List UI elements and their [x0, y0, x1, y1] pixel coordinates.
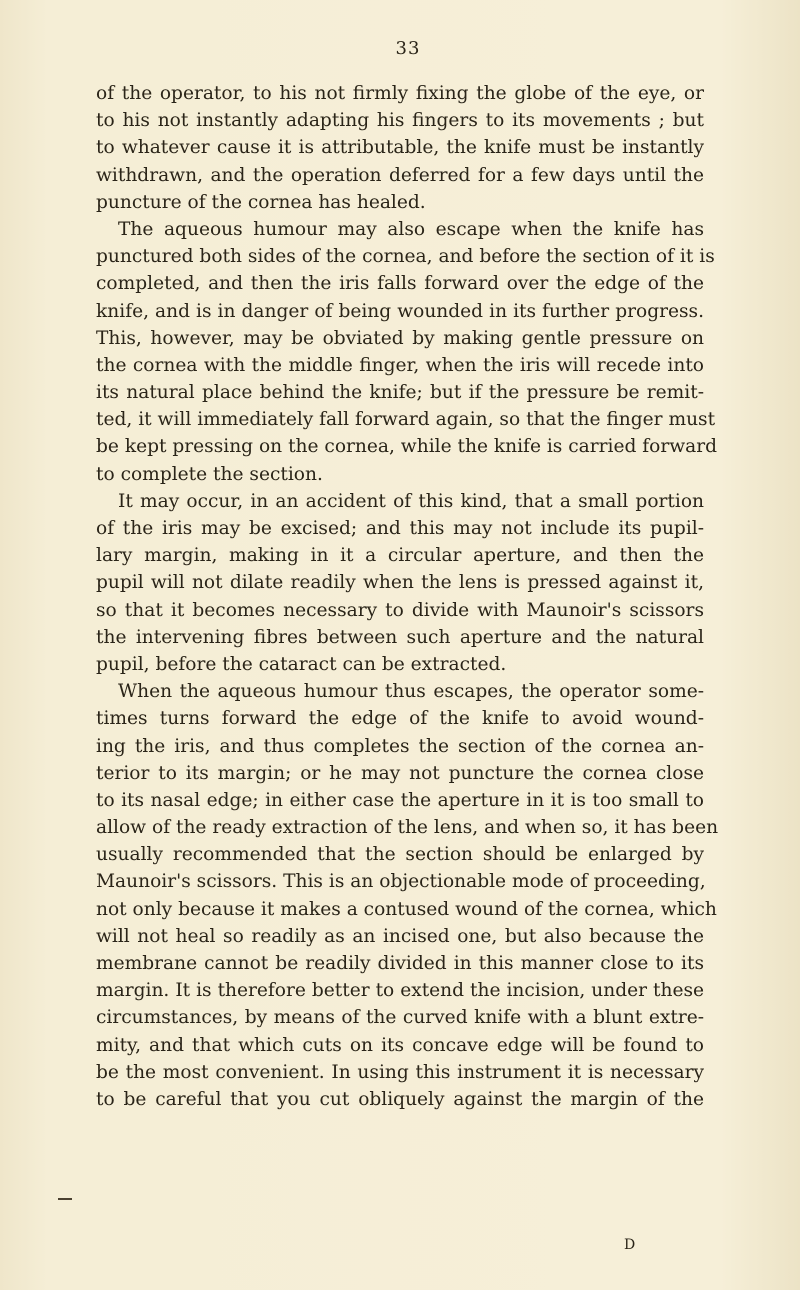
text-line: not only because it makes a contused wound of the cornea, which	[96, 898, 717, 920]
text-line: mity, and that which cuts on its concave edge will be found to	[96, 1034, 704, 1056]
text-line: to be careful that you cut obliquely against the margin of the	[96, 1088, 704, 1110]
text-line: to its nasal edge; in either case the aperture in it is too small to	[96, 789, 704, 811]
paragraph-start-line: It may occur, in an accident of this kind, that a small portion	[118, 490, 704, 512]
text-line: lary margin, making in it a circular aperture, and then the	[96, 545, 704, 567]
text-line: to his not instantly adapting his fingers to its movements ; but	[96, 110, 704, 132]
text-line: This, however, may be obviated by making gentle pressure on	[96, 327, 704, 349]
text-line: will not heal so readily as an incised one, but also because the	[96, 925, 704, 947]
text-line: pupil, before the cataract can be extracted.	[96, 653, 507, 675]
text-line: its natural place behind the knife; but if the pressure be remit-	[96, 382, 704, 404]
text-line: puncture of the cornea has healed.	[96, 191, 426, 213]
text-line: punctured both sides of the cornea, and before the section of it is	[96, 246, 715, 268]
text-line: ing the iris, and thus completes the section of the cornea an-	[96, 735, 704, 757]
text-line: of the operator, to his not firmly fixing the globe of the eye, or	[96, 83, 704, 104]
text-line: Maunoir's scissors. This is an objectionable mode of proceeding,	[96, 871, 706, 893]
text-line: ted, it will immediately fall forward again, so that the finger must	[96, 409, 716, 431]
text-line: be kept pressing on the cornea, while the knife is carried forward	[96, 436, 718, 458]
paragraph-start-line: When the aqueous humour thus escapes, the operator some-	[118, 681, 704, 703]
text-line: the intervening fibres between such aperture and the natural	[96, 626, 704, 648]
text-line: to complete the section.	[96, 463, 323, 485]
page-number: 33	[395, 38, 421, 59]
text-line: the cornea with the middle finger, when the iris will recede into	[96, 354, 704, 376]
text-line: so that it becomes necessary to divide with Maunoir's scissors	[96, 599, 704, 621]
text-line: margin. It is therefore better to extend the incision, under these	[96, 980, 704, 1002]
text-line: be the most convenient. In using this instrument it is necessary	[96, 1061, 704, 1083]
text-line: withdrawn, and the operation deferred for a few days until the	[96, 164, 704, 186]
text-line: membrane cannot be readily divided in this manner close to its	[96, 953, 704, 974]
text-line: pupil will not dilate readily when the lens is pressed against it,	[96, 572, 704, 594]
margin-mark	[58, 1198, 72, 1200]
text-line: usually recommended that the section should be enlarged by	[96, 844, 704, 866]
body-text	[96, 80, 719, 1113]
text-line: allow of the ready extraction of the lens, and when so, it has been	[96, 817, 719, 839]
paragraph-start-line: The aqueous humour may also escape when the knife has	[118, 218, 704, 240]
text-line: completed, and then the iris falls forward over the edge of the	[96, 273, 704, 295]
text-line: times turns forward the edge of the knife to avoid wound-	[96, 708, 704, 730]
text-line: terior to its margin; or he may not puncture the cornea close	[96, 762, 704, 784]
text-line: circumstances, by means of the curved knife with a blunt extre-	[96, 1007, 704, 1029]
text-line: knife, and is in danger of being wounded in its further progress.	[96, 300, 704, 322]
signature-mark: D	[624, 1237, 637, 1253]
text-line: to whatever cause it is attributable, the knife must be instantly	[96, 137, 704, 159]
text-line: of the iris may be excised; and this may not include its pupil-	[96, 518, 704, 539]
